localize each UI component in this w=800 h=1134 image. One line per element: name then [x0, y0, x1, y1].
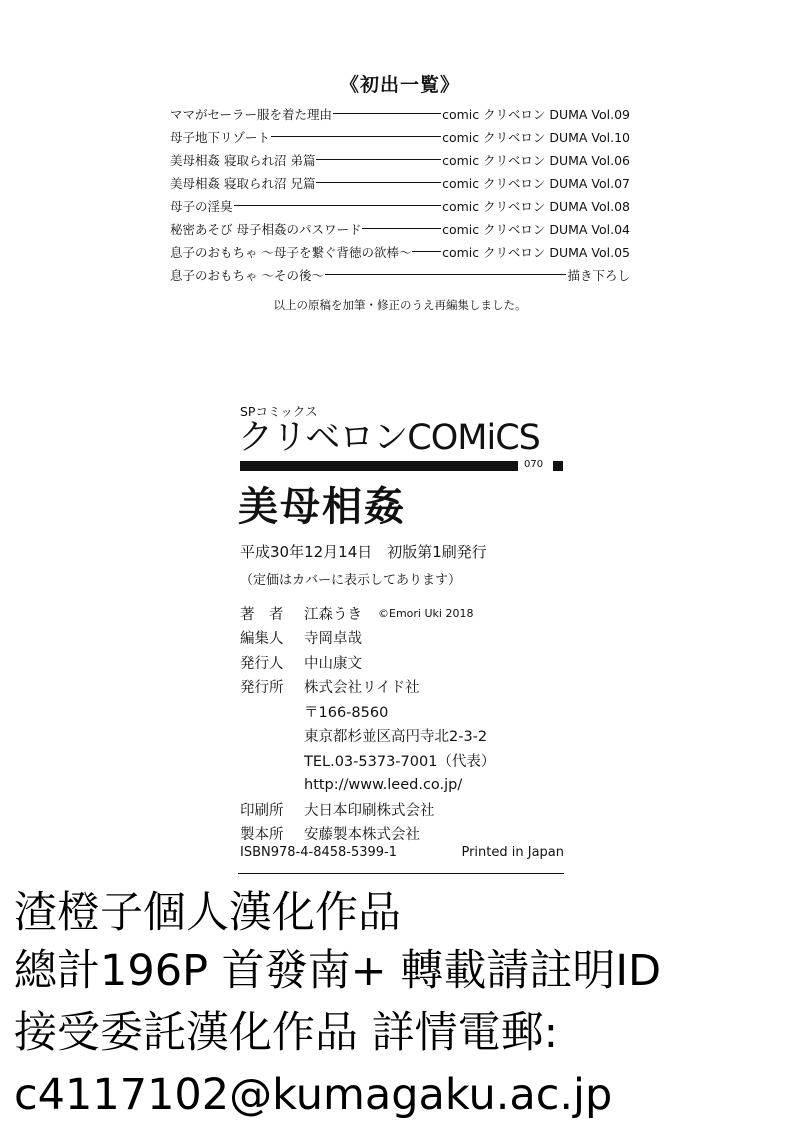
- toc-entry-title: 母子地下リゾート: [170, 129, 271, 145]
- toc-entry-title: 息子のおもちゃ ～母子を繋ぐ背徳の欲棒～: [170, 244, 412, 260]
- toc-entry-title: ママがセーラー服を着た理由: [170, 106, 333, 122]
- credit-label: 製本所: [240, 827, 284, 844]
- credit-value: 安藤製本株式会社: [304, 827, 420, 844]
- series-number: 070: [524, 459, 544, 470]
- toc-leader-line: [316, 159, 441, 160]
- toc-leader-line: [325, 274, 567, 275]
- credit-row: [240, 773, 495, 798]
- toc-entry: [170, 171, 630, 194]
- credit-row: [240, 724, 495, 749]
- scanlation-line: 渣橙子個人漢化作品: [14, 888, 401, 938]
- book-title: 美母相姦: [238, 484, 406, 530]
- bottom-rule: [238, 873, 564, 874]
- toc-entry-title: 母子の淫臭: [170, 198, 233, 214]
- toc-entry-title: 秘密あそび 母子相姦のパスワード: [170, 221, 362, 237]
- credit-row: [240, 626, 495, 651]
- toc-entry: [170, 148, 630, 171]
- toc-leader-line: [271, 136, 441, 137]
- credit-row: [240, 699, 495, 724]
- publish-date: 平成30年12月14日 初版第1刷発行: [240, 543, 487, 561]
- printed-in: Printed in Japan: [461, 845, 564, 860]
- credit-row: [240, 797, 495, 822]
- credit-label: 発行人: [240, 655, 284, 672]
- credit-label: 印刷所: [240, 802, 284, 819]
- toc-entry-title: 美母相姦 寝取られ沼 兄篇: [170, 175, 316, 191]
- credit-row: [240, 650, 495, 675]
- credit-value: 中山康文: [304, 655, 362, 672]
- toc-entry: [170, 125, 630, 148]
- toc-leader-line: [316, 182, 441, 183]
- copyright-notice: ©Emori Uki 2018: [378, 606, 474, 620]
- toc-list: [170, 102, 630, 286]
- scanlation-email: c4117102@kumagaku.ac.jp: [14, 1070, 613, 1120]
- toc-entry: [170, 217, 630, 240]
- credit-row: [240, 675, 495, 700]
- toc-entry-source: comic クリベロン DUMA Vol.08: [442, 198, 630, 214]
- series-label-small: SPコミックス: [240, 404, 318, 419]
- credit-label: 著 者: [240, 606, 284, 623]
- toc-leader-line: [362, 228, 441, 229]
- scanlation-line: 總計196P 首發南+ 轉載請註明ID: [14, 946, 662, 996]
- credit-label: 発行所: [240, 680, 284, 697]
- price-note: （定価はカバーに表示してあります）: [240, 573, 462, 588]
- postal-code: 〒166-8560: [304, 704, 389, 721]
- series-square-mark: [553, 461, 563, 471]
- toc-leader-line: [234, 205, 442, 206]
- credit-value: 株式会社リイド社: [304, 680, 420, 697]
- phone-number: TEL.03-5373-7001（代表）: [304, 753, 496, 770]
- credit-label: 編集人: [240, 631, 284, 648]
- toc-entry-source: comic クリベロン DUMA Vol.06: [442, 152, 630, 168]
- series-bar: [240, 461, 518, 471]
- toc-leader-line: [333, 113, 441, 114]
- toc-entry-title: 美母相姦 寝取られ沼 弟篇: [170, 152, 316, 168]
- toc-entry-source: 描き下ろし: [567, 267, 630, 283]
- toc-entry-source: comic クリベロン DUMA Vol.04: [442, 221, 630, 237]
- website-url: http://www.leed.co.jp/: [304, 776, 463, 793]
- credits-list: [240, 601, 495, 846]
- toc-entry: [170, 102, 630, 125]
- series-logo: クリベロンCOMiCS: [238, 418, 540, 458]
- toc-entry-source: comic クリベロン DUMA Vol.09: [442, 106, 630, 122]
- toc-note: 以上の原稿を加筆・修正のうえ再編集しました。: [273, 298, 527, 312]
- credit-value: 大日本印刷株式会社: [304, 802, 435, 819]
- toc-entry-source: comic クリベロン DUMA Vol.05: [442, 244, 630, 260]
- credit-value: 寺岡卓哉: [304, 631, 362, 648]
- toc-entry-source: comic クリベロン DUMA Vol.07: [442, 175, 630, 191]
- toc-title: 《初出一覧》: [339, 74, 460, 96]
- credit-value: 江森うき: [304, 606, 362, 623]
- credit-row: [240, 601, 495, 626]
- toc-entry: [170, 194, 630, 217]
- credit-row: [240, 822, 495, 847]
- toc-entry-source: comic クリベロン DUMA Vol.10: [442, 129, 630, 145]
- isbn-row: [240, 845, 564, 860]
- toc-entry-title: 息子のおもちゃ ～その後～: [170, 267, 324, 283]
- address: 東京都杉並区高円寺北2-3-2: [304, 729, 488, 746]
- toc-entry: [170, 240, 630, 263]
- toc-leader-line: [412, 251, 441, 252]
- isbn: ISBN978-4-8458-5399-1: [240, 845, 398, 860]
- toc-entry: [170, 263, 630, 286]
- credit-row: [240, 748, 495, 773]
- scanlation-line: 接受委託漢化作品 詳情電郵:: [14, 1008, 559, 1058]
